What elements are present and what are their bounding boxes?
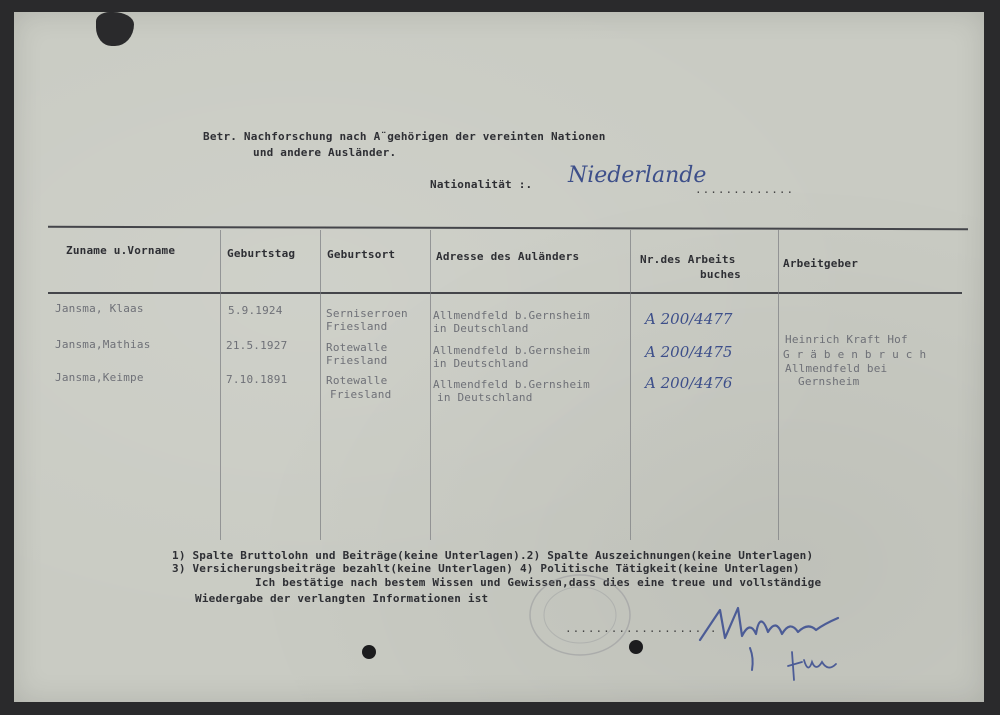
cell-birthplace: Rotewalle bbox=[326, 341, 388, 354]
cell-address-country: in Deutschland bbox=[433, 357, 529, 370]
header-birthplace: Geburtsort bbox=[327, 248, 396, 261]
confirmation-line-2: Wiedergabe der verlangten Informationen ist bbox=[195, 592, 489, 605]
footnote-line-2: 3) Versicherungsbeiträge bezahlt(keine Unterlagen) 4) Politische Tätigkeit(keine Unterlagen) bbox=[172, 562, 800, 575]
cell-birthdate: 21.5.1927 bbox=[226, 339, 288, 352]
nationality-label: Nationalität :. bbox=[430, 178, 533, 191]
column-divider bbox=[220, 230, 221, 540]
cell-workbook: A 200/4476 bbox=[645, 374, 733, 392]
footnote-line-1: 1) Spalte Bruttolohn und Beiträge(keine Unterlagen).2) Spalte Auszeichnungen(keine Unterlagen) bbox=[172, 549, 814, 562]
column-divider bbox=[320, 230, 321, 540]
header-birthdate: Geburtstag bbox=[227, 247, 296, 260]
employer-line-1: Heinrich Kraft Hof bbox=[785, 333, 908, 346]
table-header-rule bbox=[48, 292, 962, 294]
cell-birthdate: 5.9.1924 bbox=[228, 304, 283, 317]
cell-workbook: A 200/4477 bbox=[645, 310, 733, 328]
header-workbook-2: buches bbox=[700, 268, 741, 281]
cell-birthplace-region: Friesland bbox=[330, 388, 392, 401]
signature-dotted-line: .................... bbox=[565, 622, 718, 635]
cell-birthplace: Rotewalle bbox=[326, 374, 388, 387]
official-stamp bbox=[520, 570, 640, 660]
column-divider bbox=[430, 230, 431, 540]
nationality-value: Niederlande bbox=[568, 163, 707, 188]
cell-birthplace-region: Friesland bbox=[326, 320, 388, 333]
cell-birthplace: Serniserroen bbox=[326, 307, 408, 320]
cell-address: Allmendfeld b.Gernsheim bbox=[433, 378, 590, 391]
nationality-dotted-line: ............. bbox=[695, 183, 795, 196]
header-employer: Arbeitgeber bbox=[783, 257, 859, 270]
cell-birthplace-region: Friesland bbox=[326, 354, 388, 367]
confirmation-line-1: Ich bestätige nach bestem Wissen und Gewissen,dass dies eine treue und vollständige bbox=[255, 576, 822, 589]
subject-line-1: Betr. Nachforschung nach A¨gehörigen der vereinten Nationen bbox=[203, 130, 606, 143]
header-workbook-1: Nr.des Arbeits bbox=[640, 253, 736, 266]
handwritten-signature bbox=[690, 590, 860, 690]
cell-name: Jansma,Mathias bbox=[55, 338, 151, 351]
cell-address-country: in Deutschland bbox=[433, 322, 529, 335]
employer-line-4: Gernsheim bbox=[798, 375, 860, 388]
cell-name: Jansma,Keimpe bbox=[55, 371, 144, 384]
cell-address: Allmendfeld b.Gernsheim bbox=[433, 309, 590, 322]
punch-hole-right bbox=[629, 640, 643, 654]
employer-line-2: G r ä b e n b r u c h bbox=[783, 348, 927, 361]
cell-birthdate: 7.10.1891 bbox=[226, 373, 288, 386]
punch-hole-left bbox=[362, 645, 376, 659]
cell-address-country: in Deutschland bbox=[437, 391, 533, 404]
cell-name: Jansma, Klaas bbox=[55, 302, 144, 315]
header-name: Zuname u.Vorname bbox=[66, 244, 176, 257]
employer-line-3: Allmendfeld bei bbox=[785, 362, 888, 375]
subject-line-2: und andere Ausländer. bbox=[253, 146, 397, 159]
cell-workbook: A 200/4475 bbox=[645, 343, 733, 361]
cell-address: Allmendfeld b.Gernsheim bbox=[433, 344, 590, 357]
header-address: Adresse des Auländers bbox=[436, 250, 580, 263]
column-divider bbox=[630, 230, 631, 540]
column-divider bbox=[778, 230, 779, 540]
